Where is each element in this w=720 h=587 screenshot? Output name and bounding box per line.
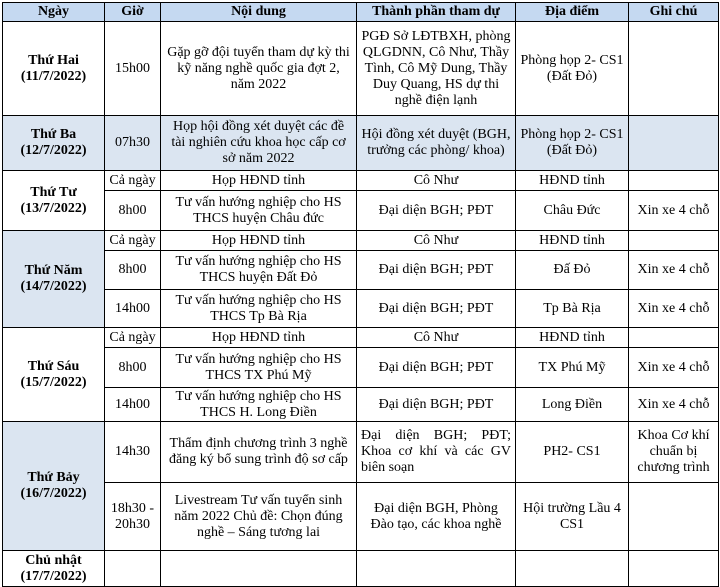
day-cell-sunday: Chủ nhật (17/7/2022)	[3, 551, 105, 587]
table-row	[3, 290, 719, 328]
table-row	[3, 348, 719, 388]
header-row	[3, 3, 719, 22]
attendees-cell: Đại diện BGH; PĐT	[357, 388, 516, 422]
table-row	[3, 116, 719, 171]
content-cell: Tư vấn hướng nghiệp cho HS THCS H. Long Điền	[161, 388, 357, 422]
header-time: Giờ	[105, 3, 161, 22]
attendees-cell: Đại diện BGH; PĐT	[357, 251, 516, 290]
content-cell: Họp HĐND tỉnh	[161, 328, 357, 348]
location-cell: Tp Bà Rịa	[516, 290, 629, 328]
note-cell: Xin xe 4 chỗ	[629, 191, 719, 231]
day-cell-monday: Thứ Hai (11/7/2022)	[3, 22, 105, 116]
content-cell: Tư vấn hướng nghiệp cho HS THCS huyện Đất Đỏ	[161, 251, 357, 290]
time-cell: 15h00	[105, 22, 161, 116]
location-cell: Long Điền	[516, 388, 629, 422]
header-content: Nội dung	[161, 3, 357, 22]
time-cell: Cả ngày	[105, 171, 161, 191]
time-cell: 18h30 - 20h30	[105, 483, 161, 551]
attendees-cell: Đại diện BGH; PĐT	[357, 191, 516, 231]
table-row	[3, 422, 719, 483]
location-cell: HĐND tỉnh	[516, 328, 629, 348]
day-cell-wednesday: Thứ Tư (13/7/2022)	[3, 171, 105, 231]
time-cell: 14h00	[105, 290, 161, 328]
location-cell: Phòng họp 2- CS1 (Đất Đỏ)	[516, 116, 629, 171]
attendees-cell: Đại diện BGH; PĐT; Khoa cơ khí và các GV biên soạn	[357, 422, 516, 483]
day-cell-tuesday: Thứ Ba (12/7/2022)	[3, 116, 105, 171]
content-cell	[161, 551, 357, 587]
header-note: Ghi chú	[629, 3, 719, 22]
attendees-cell: Hội đồng xét duyệt (BGH, trưởng các phòng/ khoa)	[357, 116, 516, 171]
time-cell	[105, 551, 161, 587]
content-cell: Gặp gỡ đội tuyển tham dự kỳ thi kỹ năng nghề quốc gia đợt 2, năm 2022	[161, 22, 357, 116]
attendees-cell: Cô Như	[357, 171, 516, 191]
note-cell: Khoa Cơ khí chuẩn bị chương trình	[629, 422, 719, 483]
location-cell: TX Phú Mỹ	[516, 348, 629, 388]
location-cell: PH2- CS1	[516, 422, 629, 483]
day-cell-saturday: Thứ Bảy (16/7/2022)	[3, 422, 105, 551]
attendees-cell: Cô Như	[357, 231, 516, 251]
note-cell	[629, 171, 719, 191]
table-row	[3, 22, 719, 116]
note-cell: Xin xe 4 chỗ	[629, 251, 719, 290]
location-cell: Phòng họp 2- CS1 (Đất Đỏ)	[516, 22, 629, 116]
location-cell: HĐND tỉnh	[516, 231, 629, 251]
table-row	[3, 483, 719, 551]
attendees-cell: PGĐ Sở LĐTBXH, phòng QLGDNN, Cô Như, Thầy Tình, Cô Mỹ Dung, Thầy Duy Quang, HS dự thi nghề điện lạnh	[357, 22, 516, 116]
header-location: Địa điểm	[516, 3, 629, 22]
schedule-table	[2, 2, 719, 587]
time-cell: 14h00	[105, 388, 161, 422]
location-cell: Đấ Đỏ	[516, 251, 629, 290]
attendees-cell: Đại diện BGH; PĐT	[357, 348, 516, 388]
note-cell	[629, 483, 719, 551]
time-cell: 8h00	[105, 348, 161, 388]
table-row	[3, 251, 719, 290]
location-cell: Hội trường Lầu 4 CS1	[516, 483, 629, 551]
content-cell: Tư vấn hướng nghiệp cho HS THCS TX Phú Mỹ	[161, 348, 357, 388]
content-cell: Họp HĐND tỉnh	[161, 231, 357, 251]
header-attendees: Thành phần tham dự	[357, 3, 516, 22]
note-cell	[629, 116, 719, 171]
content-cell: Tư vấn hướng nghiệp cho HS THCS huyện Châu đức	[161, 191, 357, 231]
table-row	[3, 388, 719, 422]
note-cell	[629, 551, 719, 587]
day-cell-thursday: Thứ Năm (14/7/2022)	[3, 231, 105, 328]
note-cell: Xin xe 4 chỗ	[629, 388, 719, 422]
time-cell: 8h00	[105, 191, 161, 231]
note-cell	[629, 231, 719, 251]
note-cell: Xin xe 4 chỗ	[629, 348, 719, 388]
note-cell: Xin xe 4 chỗ	[629, 290, 719, 328]
content-cell: Họp HĐND tỉnh	[161, 171, 357, 191]
time-cell: 07h30	[105, 116, 161, 171]
time-cell: 8h00	[105, 251, 161, 290]
content-cell: Livestream Tư vấn tuyển sinh năm 2022 Chủ đề: Chọn đúng nghề – Sáng tương lai	[161, 483, 357, 551]
content-cell: Họp hội đồng xét duyệt các đề tài nghiên cứu khoa học cấp cơ sở năm 2022	[161, 116, 357, 171]
table-row	[3, 551, 719, 587]
location-cell	[516, 551, 629, 587]
attendees-cell: Cô Như	[357, 328, 516, 348]
table-row	[3, 171, 719, 191]
content-cell: Tư vấn hướng nghiệp cho HS THCS Tp Bà Rịa	[161, 290, 357, 328]
header-day: Ngày	[3, 3, 105, 22]
time-cell: Cả ngày	[105, 231, 161, 251]
location-cell: HĐND tỉnh	[516, 171, 629, 191]
table-row	[3, 191, 719, 231]
time-cell: 14h30	[105, 422, 161, 483]
table-row	[3, 231, 719, 251]
content-cell: Thẩm định chương trình 3 nghề đăng ký bổ sung trình độ sơ cấp	[161, 422, 357, 483]
note-cell	[629, 328, 719, 348]
attendees-cell: Đại diện BGH; PĐT	[357, 290, 516, 328]
table-row	[3, 328, 719, 348]
note-cell	[629, 22, 719, 116]
location-cell: Châu Đức	[516, 191, 629, 231]
time-cell: Cả ngày	[105, 328, 161, 348]
attendees-cell	[357, 551, 516, 587]
day-cell-friday: Thứ Sáu (15/7/2022)	[3, 328, 105, 422]
attendees-cell: Đại diện BGH, Phòng Đào tạo, các khoa nghề	[357, 483, 516, 551]
